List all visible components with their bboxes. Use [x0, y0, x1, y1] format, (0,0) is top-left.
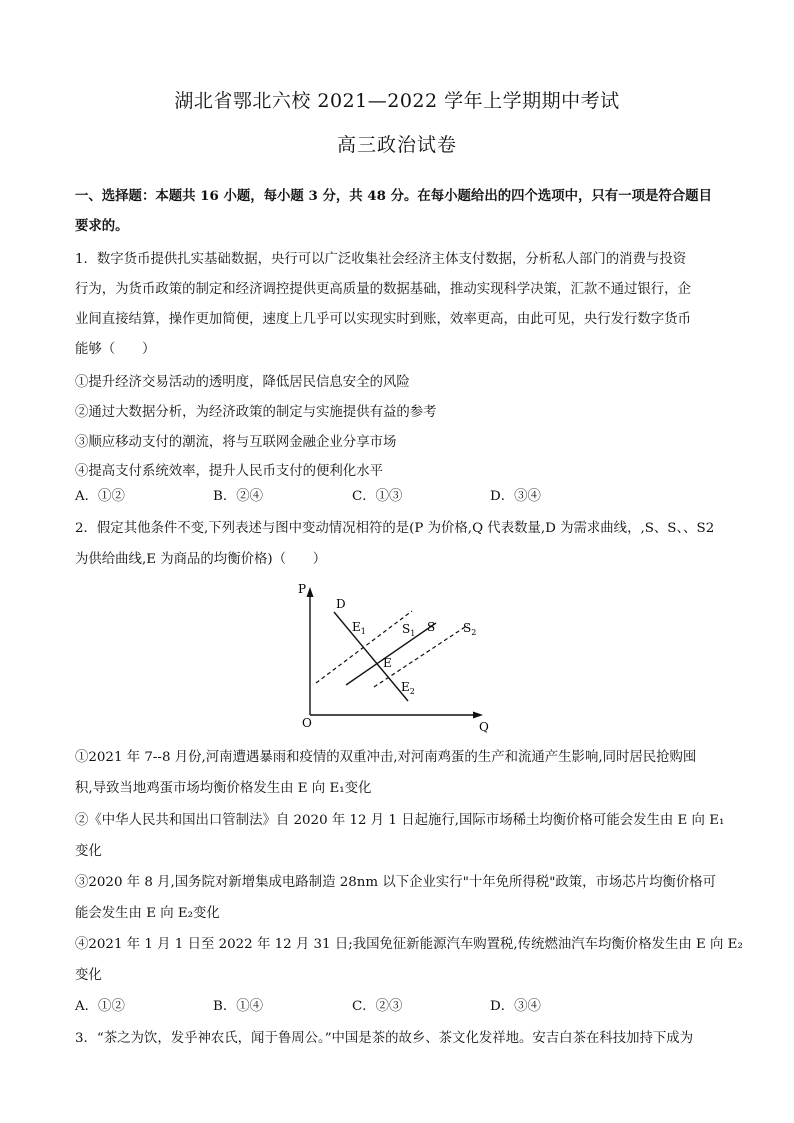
q1-option-c[interactable]: C．①③ — [352, 489, 403, 504]
label-e2: $E_2$ — [401, 680, 415, 696]
q2-item-3-line1: ③2020 年 8 月,国务院对新增集成电路制造 28nm 以下企业实行"十年免所得税"政策，市场芯片均衡价格可 — [75, 875, 717, 890]
q2-option-d[interactable]: D．③④ — [490, 999, 541, 1014]
q1-stem-line4: 能够（ ） — [75, 342, 156, 357]
section-instructions-line1: 一、选择题：本题共 16 小题，每小题 3 分，共 48 分。在每小题给出的四个选项中，只有一项是符合题目 — [75, 188, 712, 204]
label-s: S — [427, 620, 436, 634]
axis-label-q: Q — [479, 720, 489, 734]
q1-stem-line3: 业间直接结算，操作更加简便，速度上几乎可以实现实时到账，效率更高，由此可见，央行发行数字货币 — [75, 312, 691, 327]
q2-item-2-line2: 变化 — [75, 844, 102, 859]
label-d: D — [336, 597, 346, 611]
q1-option-d[interactable]: D．③④ — [490, 489, 541, 504]
label-s1: $S_1$ — [402, 622, 416, 638]
q2-option-c[interactable]: C．②③ — [352, 999, 403, 1014]
origin-label: O — [302, 716, 312, 730]
label-e: E — [383, 656, 392, 670]
q2-item-1-line1: ①2021 年 7--8 月份,河南遭遇暴雨和疫情的双重冲击,对河南鸡蛋的生产和流通产生影响,同时居民抢购囤 — [75, 750, 697, 765]
q1-item-1: ①提升经济交易活动的透明度，降低居民信息安全的风险 — [75, 375, 410, 390]
q2-item-4-line2: 变化 — [75, 968, 102, 983]
q2-option-a[interactable]: A．①② — [75, 999, 125, 1014]
q2-stem-line1: 2．假定其他条件不变,下列表述与图中变动情况相符的是(P 为价格,Q 代表数量,D 为需求曲线，,S、S、、S2 — [75, 521, 715, 536]
q1-item-2: ②通过大数据分析，为经济政策的制定与实施提供有益的参考 — [75, 405, 437, 420]
q2-item-1-line2: 积,导致当地鸡蛋市场均衡价格发生由 E 向 E₁变化 — [75, 781, 372, 796]
q2-item-3-line2: 能会发生由 E 向 E₂变化 — [75, 906, 220, 921]
x-axis-arrow — [473, 712, 483, 719]
supply-demand-figure — [290, 575, 500, 735]
q1-item-4: ④提高支付系统效率，提升人民币支付的便利化水平 — [75, 464, 383, 479]
q2-stem-line2: 为供给曲线,E 为商品的均衡价格)（ ） — [75, 552, 327, 567]
q2-item-4-line1: ④2021 年 1 月 1 日至 2022 年 12 月 31 日;我国免征新能源汽车购置税,传统燃油汽车均衡价格发生由 E 向 E₂ — [75, 937, 743, 952]
y-axis-arrow — [307, 587, 314, 597]
label-e1: $E_1$ — [352, 620, 366, 636]
q1-option-a[interactable]: A．①② — [75, 489, 125, 504]
q3-stem-line1: 3．“茶之为饮，发乎神农氏，闻于鲁周公。”中国是茶的故乡、茶文化发祥地。安吉白茶在科技加持下成为 — [75, 1031, 694, 1046]
label-s2: $S_2$ — [463, 621, 477, 637]
q1-stem-line1: 1．数字货币提供扎实基础数据，央行可以广泛收集社会经济主体支付数据，分析私人部门的消费与投资 — [75, 252, 687, 267]
exam-subtitle: 高三政治试卷 — [336, 134, 457, 156]
q1-item-3: ③顺应移动支付的潮流，将与互联网金融企业分享市场 — [75, 435, 397, 450]
section-instructions-line2: 要求的。 — [75, 218, 129, 234]
exam-title: 湖北省鄂北六校 2021—2022 学年上学期期中考试 — [174, 90, 620, 112]
demand-curve — [334, 612, 408, 701]
q1-option-b[interactable]: B．②④ — [213, 489, 264, 504]
q1-stem-line2: 行为，为货币政策的制定和经济调控提供更高质量的数据基础，推动实现科学决策，汇款不通过银行，企 — [75, 282, 691, 297]
q2-option-b[interactable]: B．①④ — [213, 999, 264, 1014]
q2-item-2-line1: ②《中华人民共和国出口管制法》自 2020 年 12 月 1 日起施行,国际市场稀土均衡价格可能会发生由 E 向 E₁ — [75, 813, 725, 828]
axis-label-p: P — [298, 582, 307, 596]
